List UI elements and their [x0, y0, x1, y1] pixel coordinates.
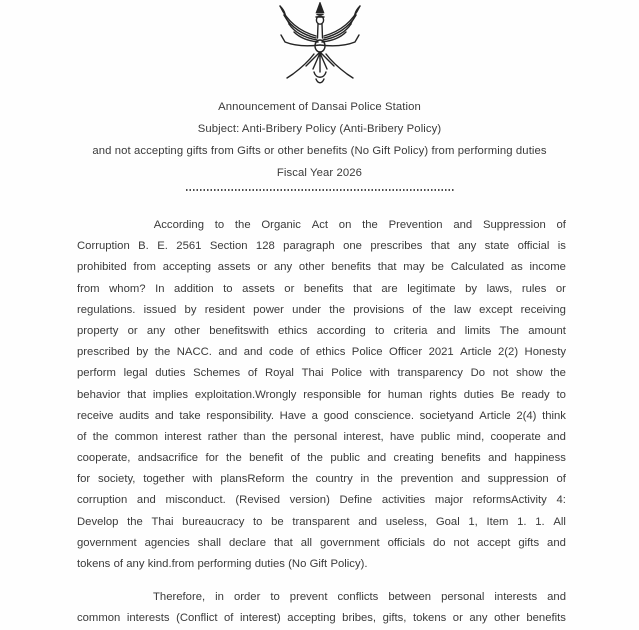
word: useless, — [385, 515, 428, 528]
word: bureaucracy — [182, 515, 245, 528]
word: benefits — [526, 612, 566, 625]
word: 2(4) — [516, 409, 537, 422]
subject-line: Subject: Anti-Bribery Policy (Anti-Bribery Policy) — [197, 123, 442, 135]
word: Officer — [389, 346, 423, 359]
word: transparency — [397, 367, 463, 380]
word: laws, — [486, 282, 513, 295]
word: benefits — [303, 282, 344, 295]
word: gifts — [518, 536, 540, 549]
word: any — [273, 261, 293, 274]
word: Have — [279, 409, 306, 422]
text-line — [77, 448, 566, 469]
word: common — [114, 430, 159, 443]
word: gifts, — [382, 612, 407, 625]
word: implies — [152, 388, 189, 401]
word: human — [387, 388, 423, 401]
word: take — [179, 409, 201, 422]
word: any — [146, 324, 166, 337]
word: 1, — [468, 515, 478, 528]
word: Do — [470, 367, 486, 380]
word: and — [358, 515, 378, 528]
word: of — [247, 367, 258, 380]
word: mind, — [456, 430, 485, 443]
text-line — [77, 533, 566, 554]
word: kind.from — [147, 558, 195, 570]
word: than — [243, 430, 266, 443]
word: or — [127, 324, 138, 337]
word: version) — [289, 494, 330, 507]
word: or — [452, 612, 463, 625]
word: Thai — [301, 367, 324, 380]
word: one — [343, 240, 362, 253]
word: benefits — [441, 452, 481, 465]
word: assets — [217, 261, 251, 274]
word: tokens — [412, 612, 447, 625]
word: ethics — [315, 346, 346, 359]
word: good — [323, 409, 349, 422]
word: Thai — [151, 515, 174, 528]
word: bribes, — [342, 612, 377, 625]
word: 128 — [255, 240, 275, 253]
word: transparent — [292, 515, 350, 528]
word: Define — [339, 494, 373, 507]
text-line — [77, 587, 566, 608]
word: may — [403, 261, 425, 274]
word: to — [556, 388, 566, 401]
word: Item — [486, 515, 509, 528]
word: declare — [228, 536, 266, 549]
text-line — [77, 300, 566, 321]
word: 1. — [535, 515, 545, 528]
word: other — [494, 612, 520, 625]
word: benefit — [249, 452, 284, 465]
word: responsible — [303, 388, 362, 401]
word: creating — [393, 452, 434, 465]
word: of — [77, 430, 87, 443]
word: plansReform — [220, 473, 285, 486]
word: whom? — [109, 282, 146, 295]
word: from — [133, 261, 156, 274]
word: rights — [429, 388, 457, 401]
word: 1. — [517, 515, 527, 528]
word: cooperate, — [77, 452, 131, 465]
word: E. — [157, 240, 168, 253]
word: the — [377, 473, 393, 486]
word: cooperate — [490, 430, 541, 443]
word: conflicts — [337, 591, 379, 604]
word: interest — [164, 430, 202, 443]
word: prevent — [289, 591, 328, 604]
word: suppression — [487, 473, 549, 486]
word: property — [77, 324, 119, 337]
word: and — [243, 346, 263, 359]
word: Act — [311, 219, 329, 231]
word: happiness — [514, 452, 566, 465]
word: Police — [351, 346, 383, 359]
word: that — [352, 282, 372, 295]
word: the — [271, 430, 288, 443]
word: In — [155, 282, 165, 295]
word: of — [290, 452, 300, 465]
word: amount — [528, 324, 566, 337]
word: to — [214, 219, 225, 231]
word: paragraph — [283, 240, 335, 253]
word: duties — [463, 388, 494, 401]
word: Article — [460, 346, 492, 359]
word: and — [461, 473, 480, 486]
word: code — [269, 346, 294, 359]
word: under — [292, 303, 322, 316]
word: behavior — [77, 388, 121, 401]
word: the — [92, 430, 109, 443]
word: prevention — [400, 473, 454, 486]
word: interest, — [343, 430, 384, 443]
word: and — [154, 409, 174, 422]
word: of — [556, 219, 566, 231]
word: be — [431, 261, 444, 274]
word: (Revised — [235, 494, 280, 507]
word: public — [420, 430, 451, 443]
word: power — [253, 303, 284, 316]
word: Section — [209, 240, 248, 253]
text-line — [77, 490, 566, 511]
page-title: Announcement of Dansai Police Station — [218, 101, 421, 113]
word: rules — [521, 282, 547, 295]
word: of — [113, 558, 123, 570]
word: think — [542, 409, 566, 422]
document-body — [77, 215, 566, 630]
garuda-emblem — [276, 2, 364, 88]
word: any — [469, 612, 488, 625]
word: prescribed — [77, 346, 130, 359]
word: B. — [138, 240, 149, 253]
word: in — [360, 473, 370, 486]
word: legal — [123, 367, 148, 380]
text-line — [77, 427, 566, 448]
word: (No — [288, 558, 307, 570]
word: agencies — [144, 536, 190, 549]
word: by — [465, 282, 478, 295]
word: legitimate — [407, 282, 456, 295]
word: Royal — [264, 367, 294, 380]
word: the — [226, 452, 242, 465]
word: official — [517, 240, 550, 253]
word: have — [389, 430, 415, 443]
word: major — [434, 494, 464, 507]
word: other — [298, 261, 325, 274]
word: or — [284, 282, 295, 295]
word: Schemes — [193, 367, 241, 380]
paragraph-indent — [77, 215, 143, 236]
word: receive — [77, 409, 114, 422]
word: responsibility. — [206, 409, 274, 422]
word: as — [510, 261, 523, 274]
word: (Conflict — [176, 612, 218, 625]
word: to — [270, 591, 280, 604]
word: with — [369, 367, 390, 380]
word: limits — [464, 324, 491, 337]
text-line — [77, 512, 566, 533]
word: except — [479, 303, 513, 316]
word: conscience. — [354, 409, 414, 422]
word: officials — [387, 536, 426, 549]
word: and — [453, 219, 473, 231]
word: of — [556, 473, 566, 486]
word: resident — [204, 303, 245, 316]
text-line — [77, 363, 566, 384]
word: 4: — [556, 494, 566, 507]
word: law — [453, 303, 471, 316]
text-line — [77, 257, 566, 278]
word: prohibited — [77, 261, 127, 274]
text-line — [77, 385, 566, 406]
word: public — [330, 452, 360, 465]
word: exploitation.Wrongly — [194, 388, 297, 401]
word: benefits — [331, 261, 371, 274]
word: the — [307, 452, 323, 465]
word: order — [233, 591, 261, 604]
text-line — [77, 608, 566, 629]
word: for — [205, 452, 219, 465]
word: 2(2) — [498, 346, 519, 359]
word: criteria — [393, 324, 428, 337]
text-line — [77, 236, 566, 257]
word: duties — [254, 558, 285, 570]
word: Gift — [309, 558, 328, 570]
text-line — [77, 279, 566, 300]
word: According — [153, 219, 204, 231]
word: to — [253, 515, 263, 528]
word: Organic — [261, 219, 301, 231]
word: the — [234, 219, 251, 231]
word: Police — [331, 367, 363, 380]
word: by — [184, 303, 197, 316]
word: Article — [479, 409, 511, 422]
word: show — [516, 367, 543, 380]
word: Therefore, — [153, 591, 206, 604]
word: Policy). — [330, 558, 368, 570]
word: misconduct. — [165, 494, 226, 507]
word: accepting — [162, 261, 212, 274]
body-paragraph-2 — [77, 587, 566, 629]
word: any — [458, 240, 477, 253]
word: government — [319, 536, 380, 549]
word: andsacrifice — [137, 452, 199, 465]
word: society, — [97, 473, 136, 486]
word: any — [126, 558, 145, 570]
word: societyand — [419, 409, 474, 422]
word: accepting — [287, 612, 336, 625]
text-line — [77, 406, 566, 427]
word: interest) — [239, 612, 281, 625]
body-paragraph-1 — [77, 215, 566, 575]
word: regulations. — [77, 303, 136, 316]
text-line — [77, 321, 566, 342]
word: for — [367, 388, 382, 401]
word: accept — [477, 536, 511, 549]
word: and — [436, 324, 456, 337]
word: ethics — [278, 324, 308, 337]
word: of — [224, 612, 234, 625]
fiscal-year-line: Fiscal Year 2026 — [276, 167, 363, 179]
word: Suppression — [482, 219, 546, 231]
word: ready — [521, 388, 550, 401]
word: or — [555, 282, 566, 295]
word: Calculated — [450, 261, 505, 274]
word: benefitswith — [209, 324, 269, 337]
word: prescribes — [370, 240, 423, 253]
word: do — [432, 536, 446, 549]
word: receiving — [520, 303, 566, 316]
word: that — [377, 261, 397, 274]
word: activities — [381, 494, 426, 507]
word: reformsActivity — [472, 494, 547, 507]
word: on — [338, 219, 352, 231]
word: audits — [119, 409, 150, 422]
text-line — [77, 342, 566, 363]
text-line — [77, 469, 566, 490]
word: Develop — [77, 515, 119, 528]
word: rather — [207, 430, 238, 443]
word: All — [553, 515, 566, 528]
word: not — [492, 367, 509, 380]
word: the — [154, 346, 171, 359]
word: personal — [293, 430, 338, 443]
word: together — [143, 473, 185, 486]
word: NACC. — [176, 346, 212, 359]
word: performing — [197, 558, 252, 570]
paragraph-indent — [77, 587, 143, 608]
word: be — [271, 515, 284, 528]
word: for — [77, 473, 91, 486]
word: corruption — [77, 494, 128, 507]
word: the — [362, 219, 378, 231]
word: tokens — [77, 558, 111, 570]
word: that — [273, 536, 293, 549]
word: with — [192, 473, 213, 486]
word: provisions — [353, 303, 405, 316]
word: the — [292, 473, 308, 486]
word: and — [136, 494, 156, 507]
word: Corruption — [77, 240, 130, 253]
word: other — [174, 324, 201, 337]
word: addition — [174, 282, 214, 295]
word: issued — [143, 303, 177, 316]
word: or — [257, 261, 268, 274]
word: interests — [126, 612, 170, 625]
word: from — [77, 282, 100, 295]
word: and — [218, 346, 238, 359]
word: Prevention — [388, 219, 443, 231]
word: Honesty — [524, 346, 566, 359]
dotted-divider — [186, 189, 454, 191]
word: not — [453, 536, 470, 549]
subtitle-line: and not accepting gifts from Gifts or other benefits (No Gift Policy) from performing duties — [92, 145, 547, 157]
word: Goal — [435, 515, 460, 528]
word: 2021 — [428, 346, 454, 359]
text-line — [77, 215, 566, 236]
text-line — [77, 554, 566, 575]
word: and — [547, 591, 566, 604]
word: to — [223, 282, 233, 295]
word: the — [550, 367, 566, 380]
word: personal — [441, 591, 485, 604]
word: interests — [494, 591, 538, 604]
word: and — [488, 452, 507, 465]
word: that — [430, 240, 450, 253]
word: the — [329, 303, 346, 316]
word: Be — [500, 388, 515, 401]
word: of — [412, 303, 422, 316]
word: are — [381, 282, 398, 295]
word: income — [529, 261, 566, 274]
word: to — [374, 324, 385, 337]
word: assets — [242, 282, 275, 295]
word: perform — [77, 367, 116, 380]
word: is — [557, 240, 566, 253]
word: a — [311, 409, 318, 422]
word: shall — [197, 536, 221, 549]
word: The — [499, 324, 520, 337]
word: all — [300, 536, 313, 549]
word: according — [316, 324, 366, 337]
word: the — [127, 515, 143, 528]
word: country — [315, 473, 353, 486]
word: between — [388, 591, 432, 604]
word: and — [547, 536, 566, 549]
word: government — [77, 536, 137, 549]
word: state — [484, 240, 510, 253]
word: that — [127, 388, 147, 401]
word: and — [367, 452, 387, 465]
word: and — [547, 430, 566, 443]
word: of — [299, 346, 310, 359]
title-block — [0, 96, 639, 191]
word: in — [215, 591, 224, 604]
word: duties — [155, 367, 186, 380]
word: common — [77, 612, 121, 625]
word: the — [430, 303, 446, 316]
word: by — [136, 346, 149, 359]
word: 2561 — [176, 240, 202, 253]
